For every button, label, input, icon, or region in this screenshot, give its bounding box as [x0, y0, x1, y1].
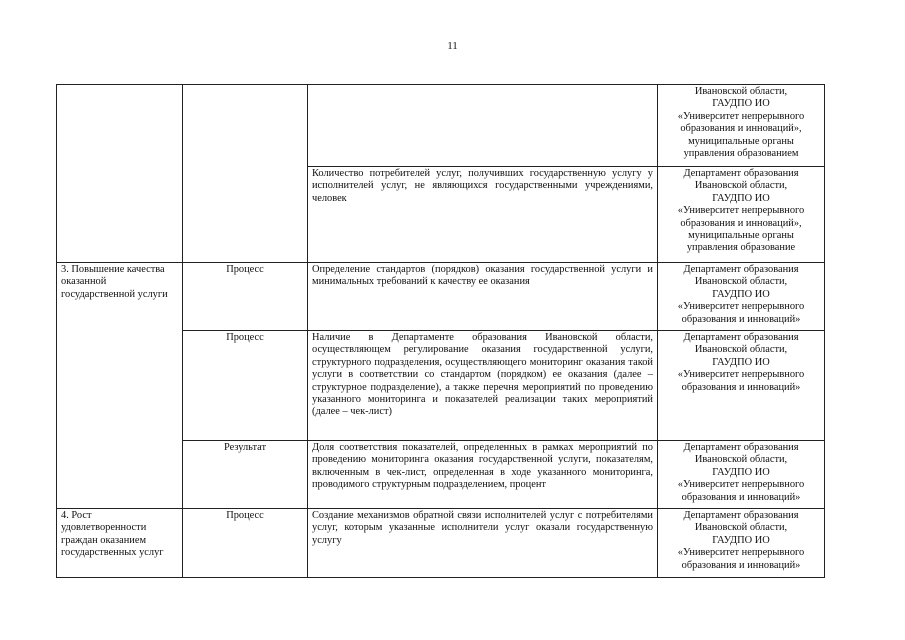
responsible-line: «Университет непрерывного — [677, 479, 805, 491]
responsible-line: Департамент образования — [683, 332, 799, 343]
responsible-line: Департамент образования — [683, 264, 799, 275]
type-cell: Процесс — [183, 509, 308, 578]
responsible-line: муниципальные органы — [688, 230, 794, 242]
responsible-cell — [658, 85, 825, 167]
description-cell: Создание механизмов обратной связи исполнителей услуг с потребителями услуг, которым указанные исполнители услуг оказали государственную услугу — [308, 509, 658, 578]
indicator-cell: 3. Повышение качества оказанной государственной услуги — [57, 263, 183, 509]
responsible-line: «Университет непрерывного — [677, 301, 805, 313]
responsible-line: ГАУДПО ИО — [712, 192, 770, 204]
responsible-line: ГАУДПО ИО — [712, 98, 770, 110]
indicator-cell — [57, 85, 183, 263]
table-row — [57, 509, 825, 578]
responsible-line: ГАУДПО ИО — [712, 356, 770, 368]
indicator-cell: 4. Рост удовлетворенности граждан оказанием государственных услуг — [57, 509, 183, 578]
responsible-line: Ивановской области, — [694, 522, 788, 534]
page-number: 11 — [447, 40, 458, 52]
description-cell: Наличие в Департаменте образования Ивановской области, осуществляющем регулирование оказания государственной услуги, структурного подразделения, осуществляющего мониторинг оказания такой услуги в соответствии со стандартом (порядком) ее оказания (далее – структурное подразделение), а также перечня мероприятий по проведению указанного мониторинга и показателей реализации таких мероприятий (далее – чек-лист) — [308, 331, 658, 441]
responsible-cell — [658, 441, 825, 509]
responsible-line: Ивановской области, — [694, 454, 788, 466]
responsible-line: «Университет непрерывного — [677, 205, 805, 217]
responsible-line: Ивановской области, — [694, 344, 788, 356]
responsible-line: «Университет непрерывного — [677, 369, 805, 381]
responsible-cell — [658, 331, 825, 441]
table-row — [57, 263, 825, 331]
responsible-line: ГАУДПО ИО — [712, 288, 770, 300]
description-cell: Определение стандартов (порядков) оказания государственной услуги и минимальных требований к качеству ее оказания — [308, 263, 658, 331]
responsible-line: «Университет непрерывного — [677, 547, 805, 559]
responsible-line: Департамент образования — [683, 510, 799, 521]
responsible-line: Департамент образования — [683, 442, 799, 453]
responsible-line: образования и инноваций» — [681, 381, 801, 393]
description-cell: Доля соответствия показателей, определенных в рамках мероприятий по проведению мониторинга оказания государственной услуги, показателям, включенным в чек-лист, определенная в ходе указанного мониторинга, проводимого структурным подразделением, процент — [308, 441, 658, 509]
indicators-table — [56, 84, 825, 578]
responsible-line: ГАУДПО ИО — [712, 466, 770, 478]
table-row — [57, 85, 825, 167]
responsible-line: Департамент образования — [683, 168, 799, 179]
responsible-line: «Университет непрерывного — [677, 110, 805, 122]
description-cell: Количество потребителей услуг, получивших государственную услугу у исполнителей услуг, не являющихся государственными учреждениями, человек — [308, 167, 658, 263]
responsible-line: управления образованием — [683, 148, 799, 160]
responsible-cell — [658, 167, 825, 263]
responsible-line: Ивановской области, — [694, 86, 788, 97]
responsible-line: образования и инноваций», — [680, 217, 802, 229]
responsible-line: образования и инноваций» — [681, 313, 801, 325]
type-cell: Результат — [183, 441, 308, 509]
type-cell: Процесс — [183, 331, 308, 441]
responsible-line: Ивановской области, — [694, 276, 788, 288]
responsible-line: образования и инноваций» — [681, 491, 801, 503]
responsible-line: муниципальные органы — [688, 135, 794, 147]
description-cell — [308, 85, 658, 167]
responsible-line: управления образование — [686, 242, 796, 254]
responsible-line: Ивановской области, — [694, 180, 788, 192]
type-cell — [183, 85, 308, 263]
type-cell: Процесс — [183, 263, 308, 331]
responsible-cell — [658, 509, 825, 578]
responsible-line: образования и инноваций» — [681, 559, 801, 571]
responsible-line: ГАУДПО ИО — [712, 534, 770, 546]
responsible-cell — [658, 263, 825, 331]
responsible-line: образования и инноваций», — [680, 123, 802, 135]
